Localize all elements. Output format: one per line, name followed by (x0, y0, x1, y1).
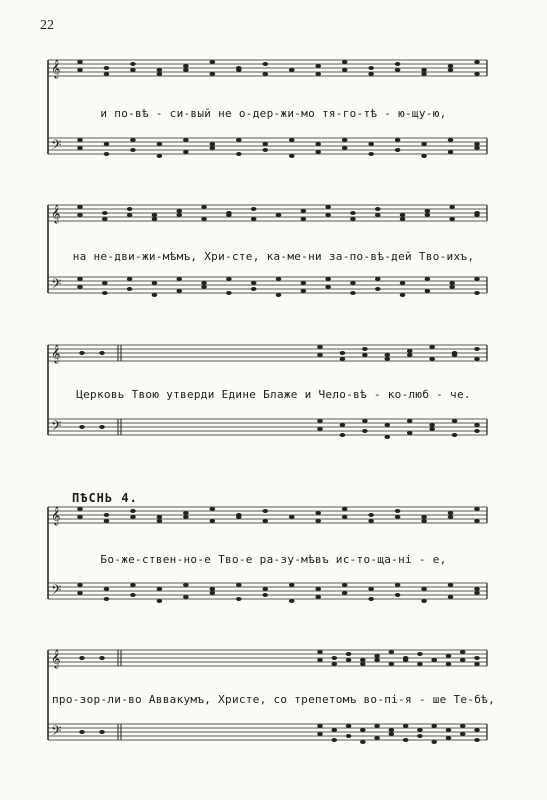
note-head (403, 658, 409, 662)
note-head (152, 217, 158, 221)
note-head (395, 509, 401, 513)
note-head (176, 277, 182, 281)
note-head (448, 515, 454, 519)
note-head (315, 511, 321, 515)
note-head (368, 66, 374, 70)
note-head (350, 281, 356, 285)
note-head (474, 728, 480, 732)
note-head (183, 511, 189, 515)
note-head (360, 662, 366, 666)
note-head (395, 68, 401, 72)
note-head (317, 345, 323, 349)
note-head (99, 351, 105, 355)
note-head (389, 650, 395, 654)
note-head (201, 217, 207, 221)
note-head (346, 658, 352, 662)
note-head (152, 213, 158, 217)
note-head (262, 593, 268, 597)
note-head (104, 66, 110, 70)
note-head (176, 213, 182, 217)
music-system (0, 60, 547, 170)
note-head (289, 138, 295, 142)
note-head (289, 154, 295, 158)
note-head (421, 599, 427, 603)
note-head (368, 72, 374, 76)
note-head (315, 72, 321, 76)
note-head (446, 728, 452, 732)
note-head (183, 515, 189, 519)
note-head (448, 511, 454, 515)
note-head (315, 519, 321, 523)
note-head (331, 738, 337, 742)
note-head (99, 656, 105, 660)
note-head (446, 736, 452, 740)
note-head (395, 138, 401, 142)
note-head (130, 148, 136, 152)
note-head (152, 293, 158, 297)
note-head (262, 62, 268, 66)
note-head (226, 213, 232, 217)
note-head (340, 351, 346, 355)
note-head (325, 285, 331, 289)
note-head (130, 62, 136, 66)
note-head (127, 277, 133, 281)
note-head (389, 732, 395, 736)
note-head (301, 217, 307, 221)
music-system (0, 195, 547, 305)
note-head (236, 138, 242, 142)
note-head (474, 277, 480, 281)
note-head (127, 207, 133, 211)
note-head (77, 515, 83, 519)
note-head (421, 72, 427, 76)
note-head (251, 281, 257, 285)
note-head (474, 60, 480, 64)
note-head (403, 738, 409, 742)
music-system (0, 345, 547, 455)
note-head (236, 152, 242, 156)
note-head (350, 291, 356, 295)
note-head (342, 68, 348, 72)
note-head (104, 72, 110, 76)
note-head (77, 68, 83, 72)
lyric-line: Церковь Твою утверди Едине Блаже и Чело-вѣ - ко-люб - че. (76, 388, 471, 401)
note-head (79, 730, 85, 734)
note-head (460, 658, 466, 662)
note-head (289, 515, 295, 519)
note-head (452, 419, 458, 423)
note-head (360, 728, 366, 732)
note-head (340, 357, 346, 361)
note-head (375, 277, 381, 281)
lyric-line: Бо-же-ствен-но-е Тво-е ра-зу-мѣвъ ис-то-ща-ні - е, (100, 553, 447, 566)
note-head (395, 148, 401, 152)
note-head (421, 154, 427, 158)
note-head (474, 591, 480, 595)
note-head (236, 515, 242, 519)
note-head (201, 205, 207, 209)
note-head (79, 656, 85, 660)
note-head (346, 734, 352, 738)
note-head (317, 353, 323, 357)
note-head (429, 423, 435, 427)
note-head (127, 213, 133, 217)
note-head (417, 734, 423, 738)
note-head (431, 724, 437, 728)
note-head (425, 289, 431, 293)
note-head (448, 68, 454, 72)
note-head (449, 285, 455, 289)
lyric-line: на не-дви-жи-мѣмъ, Хри-сте, ка-ме-ни за-по-вѣ-дей Тво-ихъ, (72, 250, 475, 263)
note-head (395, 583, 401, 587)
note-head (429, 345, 435, 349)
note-head (130, 138, 136, 142)
note-head (325, 277, 331, 281)
note-head (276, 213, 282, 217)
bass-clef-icon: 𝄢 (51, 418, 62, 437)
note-head (104, 597, 110, 601)
note-head (395, 515, 401, 519)
note-head (317, 650, 323, 654)
note-head (331, 662, 337, 666)
note-head (77, 60, 83, 64)
note-head (99, 425, 105, 429)
note-head (210, 142, 216, 146)
note-head (251, 287, 257, 291)
note-head (104, 152, 110, 156)
note-head (346, 724, 352, 728)
note-head (210, 587, 216, 591)
note-head (183, 64, 189, 68)
note-head (342, 60, 348, 64)
note-head (157, 515, 163, 519)
note-head (460, 650, 466, 654)
note-head (346, 652, 352, 656)
note-head (301, 281, 307, 285)
note-head (474, 72, 480, 76)
note-head (400, 281, 406, 285)
note-head (226, 277, 232, 281)
note-head (429, 427, 435, 431)
note-head (446, 654, 452, 658)
note-head (449, 281, 455, 285)
note-head (210, 507, 216, 511)
note-head (183, 150, 189, 154)
note-head (389, 728, 395, 732)
note-head (236, 583, 242, 587)
note-head (350, 211, 356, 215)
note-head (375, 287, 381, 291)
note-head (317, 724, 323, 728)
note-head (368, 597, 374, 601)
treble-clef-icon: 𝄞 (51, 506, 61, 525)
note-head (157, 587, 163, 591)
note-head (474, 507, 480, 511)
note-head (226, 291, 232, 295)
note-head (448, 138, 454, 142)
note-head (176, 209, 182, 213)
treble-clef-icon: 𝄞 (51, 204, 61, 223)
note-head (340, 433, 346, 437)
note-head (425, 277, 431, 281)
note-head (201, 281, 207, 285)
note-head (474, 291, 480, 295)
note-head (210, 519, 216, 523)
note-head (262, 587, 268, 591)
note-head (104, 587, 110, 591)
music-system (0, 650, 547, 760)
note-head (77, 277, 83, 281)
note-head (474, 347, 480, 351)
note-head (157, 68, 163, 72)
note-head (474, 587, 480, 591)
note-head (183, 68, 189, 72)
note-head (289, 68, 295, 72)
note-head (262, 148, 268, 152)
note-head (407, 349, 413, 353)
note-head (315, 142, 321, 146)
note-head (400, 293, 406, 297)
note-head (421, 142, 427, 146)
note-head (474, 519, 480, 523)
note-head (460, 724, 466, 728)
music-system (0, 505, 547, 615)
treble-clef-icon: 𝄞 (51, 344, 61, 363)
bass-clef-icon: 𝄢 (51, 137, 62, 156)
note-head (474, 146, 480, 150)
note-head (276, 293, 282, 297)
note-head (395, 62, 401, 66)
note-head (425, 213, 431, 217)
note-head (77, 583, 83, 587)
note-head (201, 285, 207, 289)
note-head (384, 357, 390, 361)
lyric-line: про-зор-ли-во Аввакумъ, Христе, со трепетомъ во-пі-я - ше Те-бѣ, (51, 693, 496, 706)
note-head (407, 419, 413, 423)
note-head (210, 146, 216, 150)
note-head (183, 595, 189, 599)
note-head (342, 583, 348, 587)
note-head (474, 738, 480, 742)
note-head (384, 353, 390, 357)
note-head (368, 152, 374, 156)
note-head (446, 662, 452, 666)
note-head (77, 507, 83, 511)
note-head (389, 662, 395, 666)
note-head (251, 207, 257, 211)
note-head (342, 507, 348, 511)
note-head (340, 423, 346, 427)
note-head (130, 509, 136, 513)
note-head (301, 209, 307, 213)
note-head (384, 423, 390, 427)
note-head (449, 217, 455, 221)
note-head (276, 277, 282, 281)
note-head (102, 211, 108, 215)
note-head (474, 142, 480, 146)
note-head (417, 728, 423, 732)
note-head (104, 142, 110, 146)
note-head (262, 72, 268, 76)
note-head (77, 591, 83, 595)
note-head (130, 515, 136, 519)
note-head (342, 515, 348, 519)
bass-clef-icon: 𝄢 (51, 276, 62, 295)
note-head (362, 353, 368, 357)
note-head (262, 509, 268, 513)
note-head (474, 423, 480, 427)
note-head (362, 419, 368, 423)
note-head (102, 217, 108, 221)
note-head (421, 519, 427, 523)
note-head (360, 658, 366, 662)
note-head (77, 205, 83, 209)
note-head (474, 656, 480, 660)
note-head (400, 213, 406, 217)
note-head (99, 730, 105, 734)
note-head (236, 68, 242, 72)
note-head (262, 519, 268, 523)
note-head (317, 419, 323, 423)
note-head (384, 435, 390, 439)
note-head (79, 425, 85, 429)
note-head (407, 353, 413, 357)
note-head (460, 732, 466, 736)
section-heading: ПѢСНЬ 4. (72, 491, 138, 505)
lyric-line: и по-вѣ - си-вый не о-дер-жи-мо тя-го-тѣ - ю-щу-ю, (100, 107, 447, 120)
note-head (102, 291, 108, 295)
note-head (183, 138, 189, 142)
note-head (331, 656, 337, 660)
note-head (449, 205, 455, 209)
bass-clef-icon: 𝄢 (51, 582, 62, 601)
note-head (325, 205, 331, 209)
note-head (400, 217, 406, 221)
note-head (183, 583, 189, 587)
note-head (425, 209, 431, 213)
note-head (474, 429, 480, 433)
note-head (474, 213, 480, 217)
note-head (289, 583, 295, 587)
note-head (210, 60, 216, 64)
note-head (104, 513, 110, 517)
note-head (289, 599, 295, 603)
note-head (395, 593, 401, 597)
note-head (421, 587, 427, 591)
note-head (104, 519, 110, 523)
note-head (452, 433, 458, 437)
note-head (429, 357, 435, 361)
note-head (210, 591, 216, 595)
note-head (130, 583, 136, 587)
note-head (77, 146, 83, 150)
bass-clef-icon: 𝄢 (51, 723, 62, 742)
note-head (157, 599, 163, 603)
note-head (362, 347, 368, 351)
note-head (374, 654, 380, 658)
note-head (130, 593, 136, 597)
note-head (127, 287, 133, 291)
treble-clef-icon: 𝄞 (51, 59, 61, 78)
note-head (262, 142, 268, 146)
note-head (362, 429, 368, 433)
note-head (448, 583, 454, 587)
page-number: 22 (40, 18, 54, 33)
note-head (157, 142, 163, 146)
note-head (325, 213, 331, 217)
note-head (315, 150, 321, 154)
note-head (417, 662, 423, 666)
note-head (403, 724, 409, 728)
note-head (152, 281, 158, 285)
note-head (77, 138, 83, 142)
note-head (157, 154, 163, 158)
note-head (236, 597, 242, 601)
note-head (368, 513, 374, 517)
note-head (315, 595, 321, 599)
note-head (360, 740, 366, 744)
note-head (374, 658, 380, 662)
note-head (301, 289, 307, 293)
note-head (421, 68, 427, 72)
note-head (474, 357, 480, 361)
note-head (368, 587, 374, 591)
note-head (342, 138, 348, 142)
note-head (368, 519, 374, 523)
note-head (407, 431, 413, 435)
note-head (210, 72, 216, 76)
note-head (375, 207, 381, 211)
treble-clef-icon: 𝄞 (51, 649, 61, 668)
note-head (157, 519, 163, 523)
note-head (77, 285, 83, 289)
note-head (176, 289, 182, 293)
note-head (374, 736, 380, 740)
note-head (350, 217, 356, 221)
note-head (317, 427, 323, 431)
note-head (157, 72, 163, 76)
note-head (77, 213, 83, 217)
note-head (375, 213, 381, 217)
note-head (315, 64, 321, 68)
note-head (342, 591, 348, 595)
note-head (431, 740, 437, 744)
note-head (448, 595, 454, 599)
note-head (474, 662, 480, 666)
note-head (374, 724, 380, 728)
note-head (417, 652, 423, 656)
note-head (317, 658, 323, 662)
note-head (331, 728, 337, 732)
note-head (102, 281, 108, 285)
note-head (368, 142, 374, 146)
note-head (452, 353, 458, 357)
note-head (130, 68, 136, 72)
note-head (317, 732, 323, 736)
note-head (448, 64, 454, 68)
note-head (431, 658, 437, 662)
note-head (251, 217, 257, 221)
note-head (342, 146, 348, 150)
note-head (79, 351, 85, 355)
note-head (448, 150, 454, 154)
note-head (421, 515, 427, 519)
note-head (315, 587, 321, 591)
